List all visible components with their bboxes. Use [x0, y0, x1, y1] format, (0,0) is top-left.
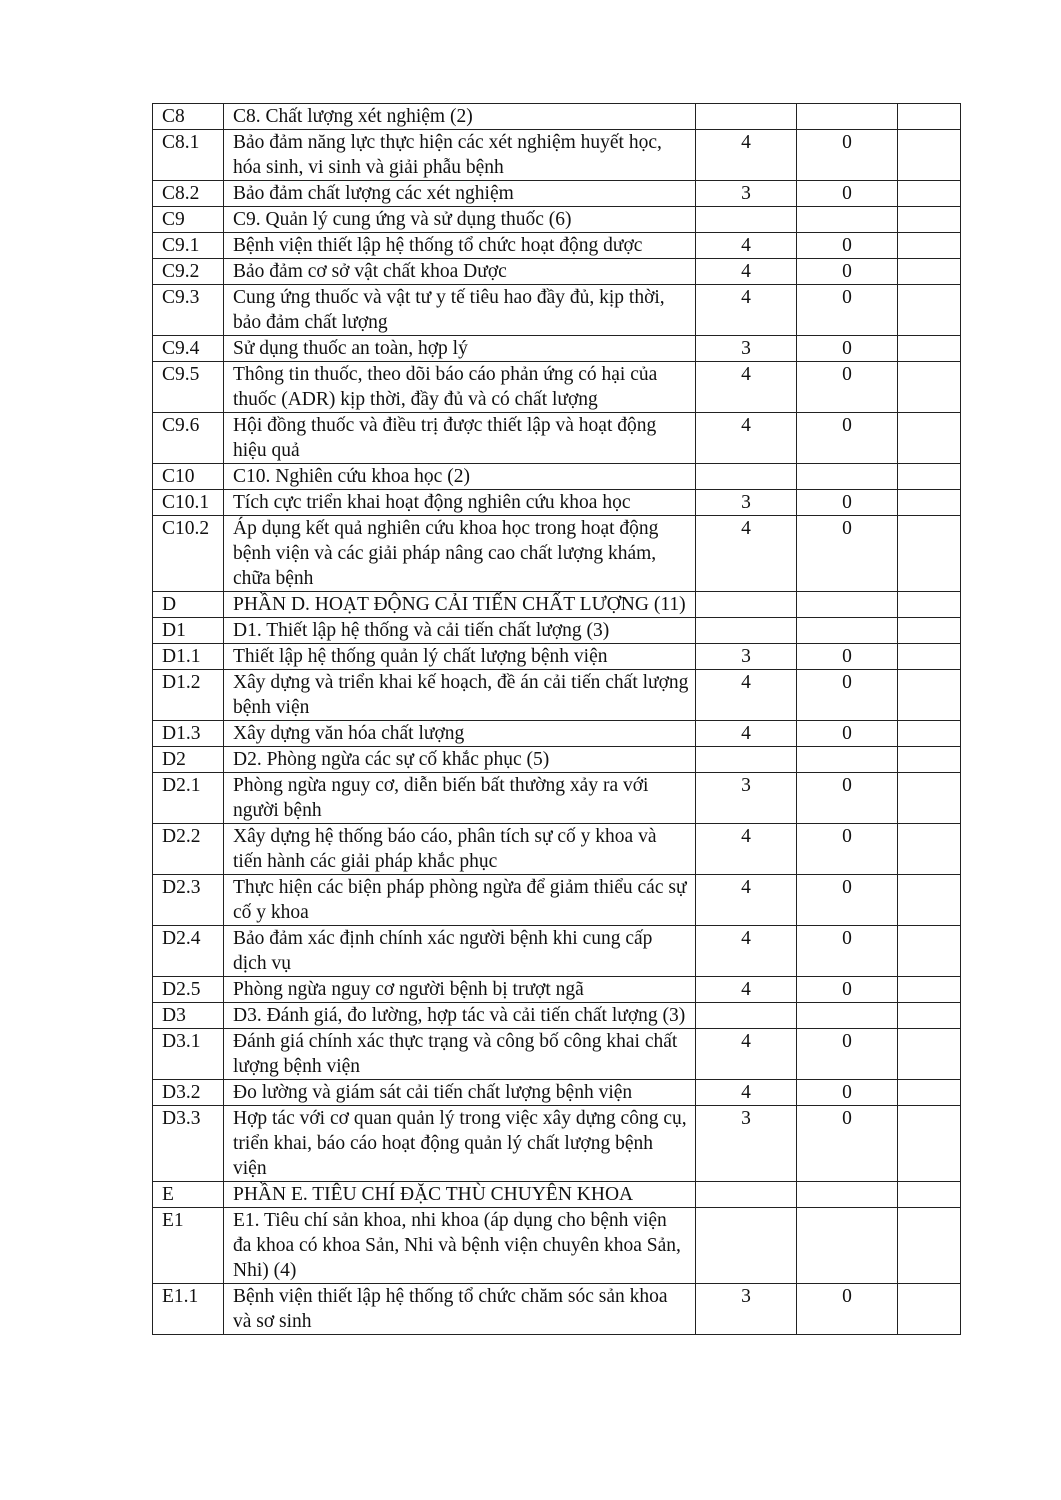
criterion-extra [898, 130, 961, 181]
table-row [153, 875, 961, 926]
table-row [153, 926, 961, 977]
criterion-score-a: 4 [696, 1029, 797, 1080]
criterion-code: D2.1 [153, 773, 224, 824]
criterion-code: C8.1 [153, 130, 224, 181]
criterion-extra [898, 747, 961, 773]
criterion-score-b [797, 747, 898, 773]
criterion-score-a: 3 [696, 644, 797, 670]
table-row [153, 516, 961, 592]
criterion-score-b: 0 [797, 1029, 898, 1080]
criterion-score-b [797, 1182, 898, 1208]
criterion-score-b: 0 [797, 926, 898, 977]
criterion-extra [898, 516, 961, 592]
criterion-extra [898, 592, 961, 618]
criterion-code: D3 [153, 1003, 224, 1029]
criterion-extra [898, 618, 961, 644]
table-row [153, 490, 961, 516]
criterion-code: C9.2 [153, 259, 224, 285]
criterion-extra [898, 233, 961, 259]
table-row [153, 259, 961, 285]
criterion-name: Bảo đảm xác định chính xác người bệnh khi cung cấp dịch vụ [224, 926, 696, 977]
criterion-name: D1. Thiết lập hệ thống và cải tiến chất lượng (3) [224, 618, 696, 644]
criterion-score-a [696, 1182, 797, 1208]
criterion-score-a [696, 618, 797, 644]
criterion-extra [898, 362, 961, 413]
criterion-name: PHẦN E. TIÊU CHÍ ĐẶC THÙ CHUYÊN KHOA [224, 1182, 696, 1208]
criterion-code: C10.1 [153, 490, 224, 516]
criterion-name: Đánh giá chính xác thực trạng và công bố công khai chất lượng bệnh viện [224, 1029, 696, 1080]
criterion-extra [898, 977, 961, 1003]
criterion-code: D2.2 [153, 824, 224, 875]
criterion-name: Xây dựng hệ thống báo cáo, phân tích sự cố y khoa và tiến hành các giải pháp khắc phục [224, 824, 696, 875]
table-row [153, 1208, 961, 1284]
table-row [153, 824, 961, 875]
criterion-score-b: 0 [797, 1080, 898, 1106]
criterion-score-b: 0 [797, 1106, 898, 1182]
table-row [153, 104, 961, 130]
criterion-extra [898, 875, 961, 926]
table-row [153, 336, 961, 362]
criterion-score-b: 0 [797, 1284, 898, 1335]
criterion-score-b: 0 [797, 644, 898, 670]
criterion-extra [898, 1029, 961, 1080]
criterion-name: Sử dụng thuốc an toàn, hợp lý [224, 336, 696, 362]
criterion-score-b: 0 [797, 130, 898, 181]
criterion-score-a: 4 [696, 1080, 797, 1106]
criterion-score-a: 3 [696, 773, 797, 824]
criterion-extra [898, 1182, 961, 1208]
criterion-code: D1.2 [153, 670, 224, 721]
table-row [153, 362, 961, 413]
criterion-score-b: 0 [797, 362, 898, 413]
criterion-name: Xây dựng và triển khai kế hoạch, đề án cải tiến chất lượng bệnh viện [224, 670, 696, 721]
criterion-score-a: 4 [696, 362, 797, 413]
criterion-score-b: 0 [797, 413, 898, 464]
criterion-name: PHẦN D. HOẠT ĐỘNG CẢI TIẾN CHẤT LƯỢNG (11) [224, 592, 696, 618]
criterion-extra [898, 336, 961, 362]
table-row [153, 747, 961, 773]
table-row [153, 1029, 961, 1080]
criterion-name: Hợp tác với cơ quan quản lý trong việc xây dựng công cụ, triển khai, báo cáo hoạt động quản lý chất lượng bệnh viện [224, 1106, 696, 1182]
criterion-extra [898, 207, 961, 233]
criterion-name: Cung ứng thuốc và vật tư y tế tiêu hao đầy đủ, kịp thời, bảo đảm chất lượng [224, 285, 696, 336]
criterion-code: D2 [153, 747, 224, 773]
criterion-name: E1. Tiêu chí sản khoa, nhi khoa (áp dụng cho bệnh viện đa khoa có khoa Sản, Nhi và bệnh viện chuyên khoa Sản, Nhi) (4) [224, 1208, 696, 1284]
table-row [153, 285, 961, 336]
criterion-name: Tích cực triển khai hoạt động nghiên cứu khoa học [224, 490, 696, 516]
criterion-score-b: 0 [797, 824, 898, 875]
criterion-score-a [696, 207, 797, 233]
criterion-score-b: 0 [797, 875, 898, 926]
criterion-code: D3.1 [153, 1029, 224, 1080]
criterion-score-a: 3 [696, 1284, 797, 1335]
criterion-extra [898, 926, 961, 977]
criterion-score-a [696, 104, 797, 130]
criterion-code: C8.2 [153, 181, 224, 207]
criterion-code: D2.3 [153, 875, 224, 926]
criterion-score-a [696, 464, 797, 490]
criterion-score-b [797, 1003, 898, 1029]
criterion-code: D2.5 [153, 977, 224, 1003]
criterion-extra [898, 259, 961, 285]
criterion-score-b: 0 [797, 490, 898, 516]
table-row [153, 464, 961, 490]
criterion-extra [898, 824, 961, 875]
criterion-score-a: 4 [696, 259, 797, 285]
criterion-score-a: 4 [696, 824, 797, 875]
criterion-name: Bệnh viện thiết lập hệ thống tổ chức hoạt động dược [224, 233, 696, 259]
criterion-score-b: 0 [797, 516, 898, 592]
criterion-score-a [696, 592, 797, 618]
criterion-code: C9.3 [153, 285, 224, 336]
criterion-score-a [696, 747, 797, 773]
criterion-name: Phòng ngừa nguy cơ người bệnh bị trượt ngã [224, 977, 696, 1003]
criterion-extra [898, 1208, 961, 1284]
criterion-score-a: 4 [696, 670, 797, 721]
criterion-score-b: 0 [797, 336, 898, 362]
criterion-code: D1.1 [153, 644, 224, 670]
criterion-name: Hội đồng thuốc và điều trị được thiết lập và hoạt động hiệu quả [224, 413, 696, 464]
criterion-score-b: 0 [797, 259, 898, 285]
criterion-score-a: 4 [696, 721, 797, 747]
criterion-name: D2. Phòng ngừa các sự cố khắc phục (5) [224, 747, 696, 773]
criterion-score-b [797, 104, 898, 130]
criterion-score-b: 0 [797, 233, 898, 259]
criterion-name: C8. Chất lượng xét nghiệm (2) [224, 104, 696, 130]
criterion-code: D2.4 [153, 926, 224, 977]
criterion-extra [898, 644, 961, 670]
criterion-extra [898, 285, 961, 336]
table-row [153, 1080, 961, 1106]
criterion-score-a: 3 [696, 336, 797, 362]
criterion-name: Thông tin thuốc, theo dõi báo cáo phản ứng có hại của thuốc (ADR) kịp thời, đầy đủ và có chất lượng [224, 362, 696, 413]
criterion-extra [898, 1284, 961, 1335]
criteria-table [152, 103, 961, 1335]
criterion-score-b: 0 [797, 670, 898, 721]
criterion-score-a: 4 [696, 977, 797, 1003]
criteria-table-body [153, 104, 961, 1335]
table-row [153, 1106, 961, 1182]
criterion-extra [898, 490, 961, 516]
criterion-score-b [797, 618, 898, 644]
table-row [153, 670, 961, 721]
criterion-score-b [797, 464, 898, 490]
table-row [153, 618, 961, 644]
criterion-name: D3. Đánh giá, đo lường, hợp tác và cải tiến chất lượng (3) [224, 1003, 696, 1029]
criterion-score-b: 0 [797, 181, 898, 207]
criterion-code: C9.5 [153, 362, 224, 413]
criterion-extra [898, 413, 961, 464]
criterion-score-a [696, 1003, 797, 1029]
criterion-extra [898, 773, 961, 824]
criterion-code: E [153, 1182, 224, 1208]
criterion-code: C8 [153, 104, 224, 130]
table-row [153, 207, 961, 233]
criterion-code: D3.2 [153, 1080, 224, 1106]
criterion-score-a: 4 [696, 130, 797, 181]
criterion-score-b: 0 [797, 977, 898, 1003]
criterion-score-b: 0 [797, 773, 898, 824]
table-row [153, 233, 961, 259]
criterion-score-a: 4 [696, 926, 797, 977]
criterion-extra [898, 1003, 961, 1029]
criterion-score-a: 4 [696, 285, 797, 336]
criterion-score-a: 3 [696, 490, 797, 516]
criterion-score-a: 3 [696, 1106, 797, 1182]
table-row [153, 1284, 961, 1335]
criterion-code: D [153, 592, 224, 618]
criterion-score-a: 3 [696, 181, 797, 207]
criterion-score-a [696, 1208, 797, 1284]
criterion-code: C9.6 [153, 413, 224, 464]
criterion-code: E1 [153, 1208, 224, 1284]
criterion-score-a: 4 [696, 875, 797, 926]
criterion-score-b: 0 [797, 285, 898, 336]
criterion-name: Bảo đảm năng lực thực hiện các xét nghiệm huyết học, hóa sinh, vi sinh và giải phẫu bệnh [224, 130, 696, 181]
criterion-code: C10.2 [153, 516, 224, 592]
criterion-code: C9 [153, 207, 224, 233]
table-row [153, 1182, 961, 1208]
criterion-score-a: 4 [696, 233, 797, 259]
criterion-extra [898, 1080, 961, 1106]
table-row [153, 644, 961, 670]
criterion-code: D3.3 [153, 1106, 224, 1182]
table-row [153, 413, 961, 464]
criterion-score-b [797, 1208, 898, 1284]
criterion-code: E1.1 [153, 1284, 224, 1335]
criterion-name: Thực hiện các biện pháp phòng ngừa để giảm thiểu các sự cố y khoa [224, 875, 696, 926]
criterion-extra [898, 670, 961, 721]
criterion-name: C9. Quản lý cung ứng và sử dụng thuốc (6) [224, 207, 696, 233]
criterion-score-b [797, 592, 898, 618]
table-row [153, 721, 961, 747]
criterion-name: C10. Nghiên cứu khoa học (2) [224, 464, 696, 490]
criterion-code: C9.4 [153, 336, 224, 362]
criterion-code: D1 [153, 618, 224, 644]
table-row [153, 773, 961, 824]
criterion-score-b [797, 207, 898, 233]
criterion-name: Bệnh viện thiết lập hệ thống tổ chức chăm sóc sản khoa và sơ sinh [224, 1284, 696, 1335]
criterion-name: Đo lường và giám sát cải tiến chất lượng bệnh viện [224, 1080, 696, 1106]
criterion-score-b: 0 [797, 721, 898, 747]
criterion-name: Xây dựng văn hóa chất lượng [224, 721, 696, 747]
criterion-name: Áp dụng kết quả nghiên cứu khoa học trong hoạt động bệnh viện và các giải pháp nâng cao chất lượng khám, chữa bệnh [224, 516, 696, 592]
criterion-score-a: 4 [696, 413, 797, 464]
criterion-extra [898, 721, 961, 747]
criterion-code: C10 [153, 464, 224, 490]
criterion-name: Thiết lập hệ thống quản lý chất lượng bệnh viện [224, 644, 696, 670]
criterion-score-a: 4 [696, 516, 797, 592]
criterion-code: D1.3 [153, 721, 224, 747]
criterion-extra [898, 104, 961, 130]
table-row [153, 130, 961, 181]
table-row [153, 1003, 961, 1029]
criterion-extra [898, 1106, 961, 1182]
criterion-code: C9.1 [153, 233, 224, 259]
table-row [153, 592, 961, 618]
table-row [153, 181, 961, 207]
criterion-extra [898, 464, 961, 490]
criterion-name: Phòng ngừa nguy cơ, diễn biến bất thường xảy ra với người bệnh [224, 773, 696, 824]
criterion-name: Bảo đảm cơ sở vật chất khoa Dược [224, 259, 696, 285]
table-row [153, 977, 961, 1003]
criterion-name: Bảo đảm chất lượng các xét nghiệm [224, 181, 696, 207]
criterion-extra [898, 181, 961, 207]
